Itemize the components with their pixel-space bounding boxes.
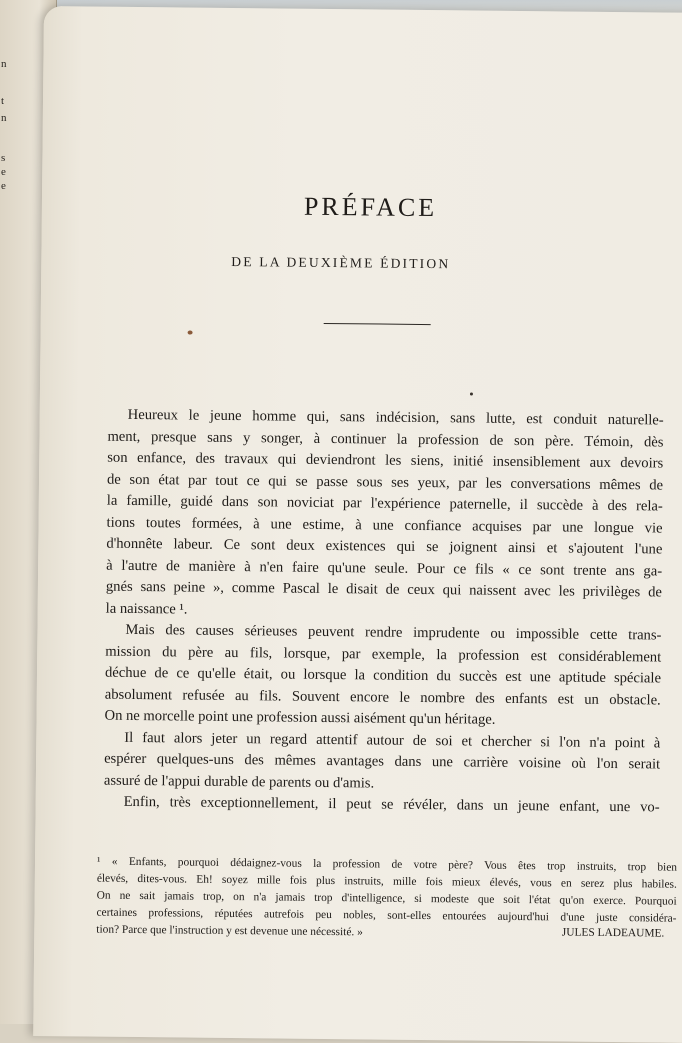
ink-spot <box>188 331 193 335</box>
text-line: à l'autre de manière à n'en faire qu'une seule. Pour ce fils « ce sont trente ans ga- <box>106 557 663 580</box>
footnote-line: tion? Parce que l'instruction y est devenue une nécessité. » <box>96 923 363 939</box>
text-line: tions toutes formées, à une estime, à une confiance acquises par une longue vie <box>106 514 663 537</box>
page-subtitle: DE LA DEUXIÈME ÉDITION <box>231 253 451 272</box>
book-page <box>33 6 682 1043</box>
footnote-line: certaines professions, réputées autrefois peu nobles, sont-elles entourées aujourd'hui d'une juste considéra- <box>96 906 677 925</box>
text-line: la naissance ¹. <box>105 600 188 618</box>
margin-mark: s <box>1 152 6 164</box>
text-line: déchue de ce qu'elle était, ou lorsque la condition du succès est une aptitude spéciale <box>104 664 662 687</box>
footnote-line: ¹ « Enfants, pourquoi dédaignez-vous la profession de votre père? Vous êtes trop instruits, trop bien <box>96 855 678 874</box>
footnote-line: On ne sait jamais trop, on n'a jamais trop d'intelligence, si modeste que soit l'état qu'on exerce. Pourquoi <box>96 889 677 908</box>
margin-mark: n <box>1 112 7 124</box>
text-line: Heureux le jeune homme qui, sans indécision, sans lutte, est conduit naturelle- <box>127 406 664 429</box>
text-line: Enfin, très exceptionnellement, il peut se révéler, dans un jeune enfant, une vo- <box>123 793 660 816</box>
body-text <box>104 405 664 819</box>
text-line: gnés sans peine », comme Pascal le disait de ceux qui naissent avec les privilèges de <box>105 578 662 601</box>
margin-mark: e <box>1 180 6 192</box>
text-line: de son état par tout ce qui se passe sous ses yeux, par les conversations mêmes de <box>106 471 664 494</box>
text-line: son enfance, des travaux qui deviendront les siens, initié insensiblement aux devoirs <box>107 449 664 472</box>
printer-dot <box>470 392 473 395</box>
text-line: mission du père au fils, lorsque, par exemple, la profession est considérablement <box>105 643 662 665</box>
text-line: la famille, guidé dans son noviciat par l'expérience paternelle, il succède à des rela- <box>106 492 663 515</box>
margin-mark: e <box>1 166 6 178</box>
text-line: espérer quelques-uns des mêmes avantages dans une carrière voisine où l'on serait <box>104 750 661 773</box>
text-line: d'honnête labeur. Ce sont deux existences qui se joignent ainsi et s'ajoutent l'une <box>106 535 663 558</box>
footnote <box>96 854 677 945</box>
text-line: absolument refusée au fils. Souvent encore le nombre des enfants est un obstacle. <box>104 686 661 708</box>
text-line: assuré de l'appui durable de parents ou d'amis. <box>103 772 375 791</box>
footnote-line: élevés, dites-vous. Eh! soyez mille fois plus instruits, mille fois mieux élevés, vous en serez plus habiles. <box>96 872 677 891</box>
margin-mark: n <box>1 58 7 70</box>
title-rule <box>324 323 431 325</box>
text-line: On ne morcelle point une profession aussi aisément qu'un héritage. <box>104 707 496 728</box>
footnote-signature: JULES LADEAUME. <box>561 926 665 940</box>
text-line: ment, presque sans y songer, à continuer la profession de son père. Témoin, dès <box>107 428 664 451</box>
page-title: PRÉFACE <box>303 191 438 223</box>
text-line: Mais des causes sérieuses peuvent rendre imprudente ou impossible cette trans- <box>125 621 662 644</box>
margin-mark: t <box>1 95 5 107</box>
text-line: Il faut alors jeter un regard attentif autour de soi et chercher si l'on n'a point à <box>124 729 661 751</box>
